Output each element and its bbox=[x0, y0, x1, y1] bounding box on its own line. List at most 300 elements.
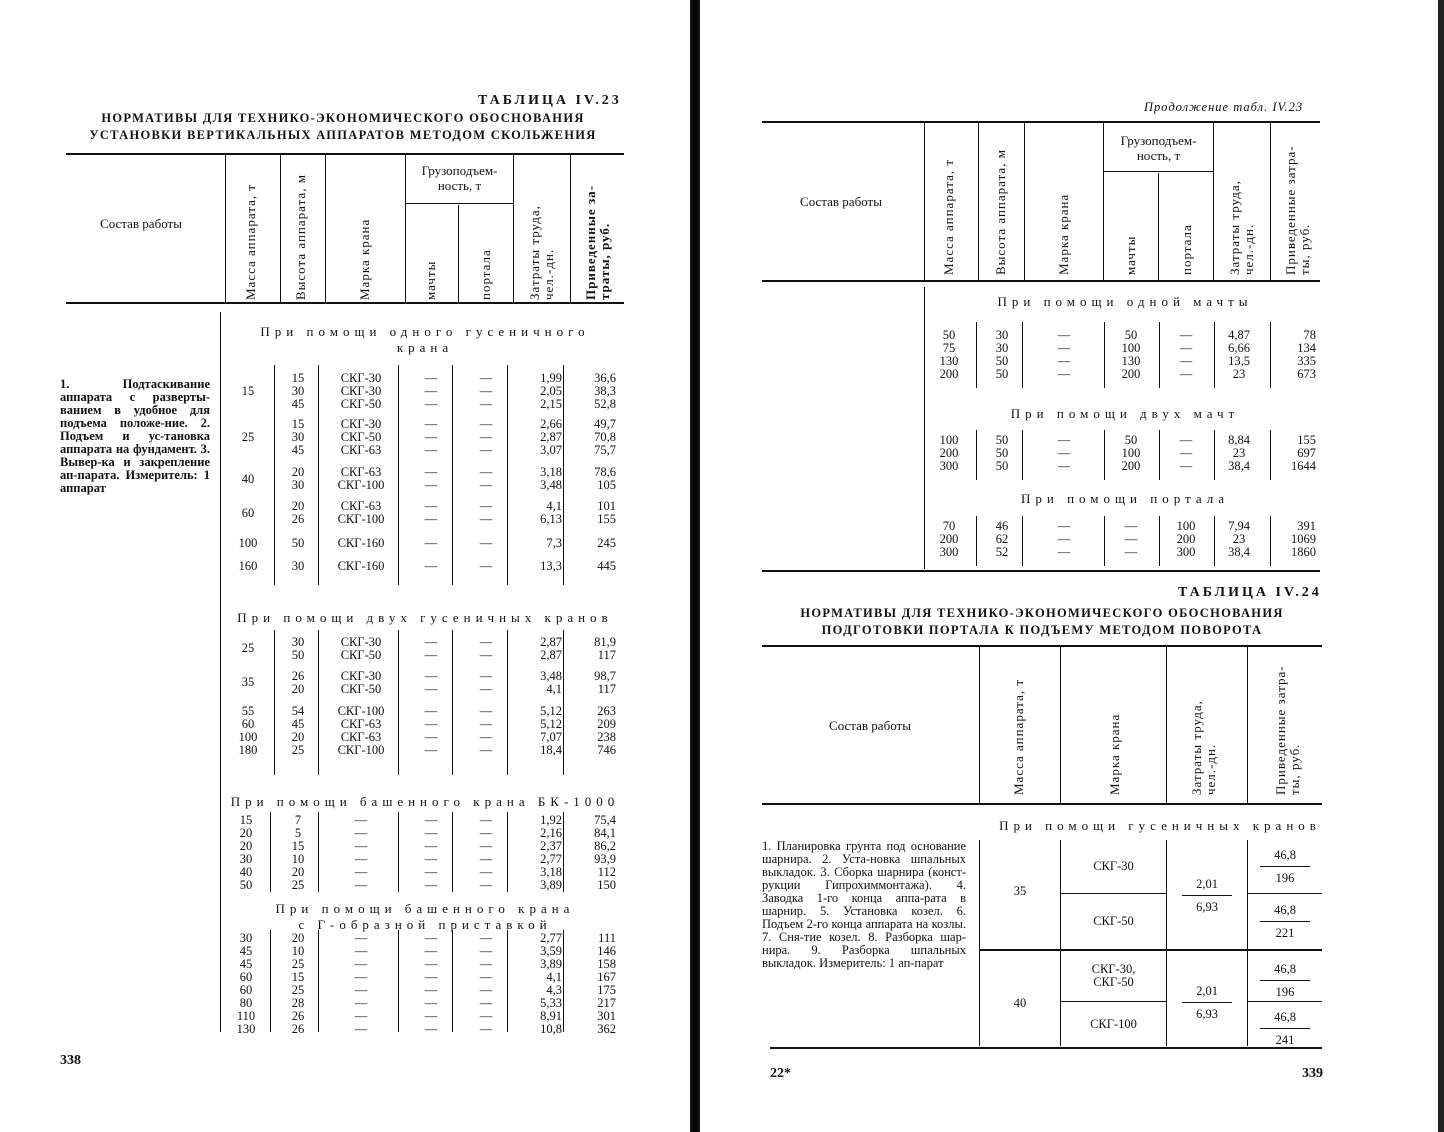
col-crane-cell: — bbox=[1057, 532, 1071, 546]
col-crane-cell: СКГ-50 bbox=[340, 397, 382, 411]
table-number: ТАБЛИЦА IV.23 bbox=[478, 93, 622, 108]
col-crane-cell: — bbox=[1057, 446, 1071, 460]
col-height bbox=[276, 372, 320, 411]
col-crane bbox=[322, 418, 400, 457]
col-portal-cell: — bbox=[479, 970, 493, 984]
cost-numerator: 46,8 bbox=[1260, 903, 1310, 922]
col-divider bbox=[1214, 430, 1215, 480]
cost-numerator: 46,8 bbox=[1260, 1010, 1310, 1029]
col-portal-cell: — bbox=[479, 536, 493, 550]
col-labor-cell: 7,94 bbox=[1228, 519, 1250, 533]
col-masts bbox=[1104, 329, 1158, 381]
col-height-cell: 50 bbox=[995, 459, 1009, 473]
col-cost-cell: 75,4 bbox=[594, 813, 616, 827]
col-divider bbox=[978, 122, 979, 280]
col-portal bbox=[460, 670, 512, 696]
col-height-cell: 15 bbox=[291, 417, 305, 431]
col-labor-cell: 2,87 bbox=[540, 430, 562, 444]
cell-mass: 35 bbox=[1013, 884, 1027, 898]
col-cost bbox=[570, 705, 616, 757]
col-crane bbox=[322, 500, 400, 526]
col-masts-cell: — bbox=[424, 417, 438, 431]
col-portal-cell: — bbox=[479, 1009, 493, 1023]
col-portal-cell: — bbox=[479, 865, 493, 879]
col-height bbox=[276, 537, 320, 550]
col-height-cell: 28 bbox=[291, 996, 305, 1010]
col-labor bbox=[512, 560, 562, 573]
col-portal-cell: — bbox=[479, 443, 493, 457]
col-cost-cell: 445 bbox=[597, 559, 616, 573]
cost-denominator: 221 bbox=[1275, 926, 1295, 940]
col-height-cell: 52 bbox=[995, 545, 1009, 559]
col-portal-cell: — bbox=[479, 1022, 493, 1036]
col-masts-cell: — bbox=[424, 465, 438, 479]
col-crane-cell: — bbox=[354, 957, 368, 971]
col-labor bbox=[512, 636, 562, 662]
col-portal bbox=[460, 418, 512, 457]
col-divider bbox=[1247, 646, 1248, 803]
col-mass bbox=[228, 932, 264, 1036]
col-labor-cell: 3,48 bbox=[540, 478, 562, 492]
cost-numerator: 46,8 bbox=[1260, 848, 1310, 867]
capacity-rule bbox=[406, 203, 513, 204]
col-masts-cell: — bbox=[424, 443, 438, 457]
col-labor-cell: 38,4 bbox=[1228, 459, 1250, 473]
col-divider bbox=[452, 930, 453, 1032]
col-portal-cell: 100 bbox=[1176, 519, 1196, 533]
col-mass-cell: 130 bbox=[939, 354, 959, 368]
col-cost-cell: 78 bbox=[1303, 328, 1316, 342]
col-divider bbox=[1247, 840, 1248, 1046]
header-cost: Приведенные за-траты, руб. bbox=[583, 184, 612, 300]
section-title: При помощи башенного крана БК-1000 bbox=[230, 794, 620, 809]
col-crane-cell: — bbox=[1057, 341, 1071, 355]
col-divider bbox=[507, 365, 508, 585]
col-divider bbox=[563, 812, 564, 892]
body-divider bbox=[220, 312, 221, 1032]
col-height-cell: 30 bbox=[291, 384, 305, 398]
col-divider bbox=[398, 930, 399, 1032]
col-cost-cell: 84,1 bbox=[594, 826, 616, 840]
col-masts-cell: — bbox=[424, 384, 438, 398]
col-divider bbox=[398, 630, 399, 775]
col-divider bbox=[318, 930, 319, 1032]
col-crane-cell: — bbox=[354, 1009, 368, 1023]
col-masts-cell: 50 bbox=[1124, 433, 1138, 447]
col-labor-cell: 23 bbox=[1232, 367, 1246, 381]
col-height-cell: 20 bbox=[291, 730, 305, 744]
header-labor: Затраты труда, чел.-дн. bbox=[1227, 180, 1256, 275]
section-title-line: При помощи башенного крана bbox=[275, 901, 575, 916]
col-portal-cell: — bbox=[479, 931, 493, 945]
col-crane-cell: СКГ-160 bbox=[337, 559, 385, 573]
cell-crane: СКГ-30, СКГ-50 bbox=[1091, 962, 1136, 989]
col-portal-cell: — bbox=[479, 682, 493, 696]
col-divider bbox=[1022, 322, 1023, 388]
col-masts-cell: — bbox=[424, 704, 438, 718]
header-capacity: Грузоподъем-ность, т bbox=[421, 163, 498, 193]
table-top-rule bbox=[66, 153, 624, 155]
col-masts-cell: — bbox=[424, 669, 438, 683]
col-labor-cell: 3,18 bbox=[540, 865, 562, 879]
col-cost-cell: 49,7 bbox=[594, 417, 616, 431]
col-portal bbox=[460, 560, 512, 573]
col-mass-cell: 130 bbox=[236, 1022, 256, 1036]
col-portal-cell: 300 bbox=[1176, 545, 1196, 559]
table-title-line: ПОДГОТОВКИ ПОРТАЛА К ПОДЪЕМУ МЕТОДОМ ПОВОРОТА bbox=[821, 623, 1263, 637]
col-portal-cell: — bbox=[479, 371, 493, 385]
col-masts-cell: — bbox=[424, 852, 438, 866]
cell-mass: 25 bbox=[241, 641, 255, 655]
col-crane-cell: — bbox=[1057, 354, 1071, 368]
header-mass: Масса аппарата, т bbox=[243, 183, 258, 300]
col-cost-cell: 1860 bbox=[1291, 545, 1316, 559]
col-cost-cell: 673 bbox=[1297, 367, 1316, 381]
col-crane-cell: СКГ-30 bbox=[340, 417, 382, 431]
col-portal-cell: — bbox=[479, 417, 493, 431]
col-crane-cell: — bbox=[354, 865, 368, 879]
col-divider bbox=[1270, 122, 1271, 280]
col-masts-cell: — bbox=[1124, 532, 1138, 546]
col-divider bbox=[1103, 122, 1104, 280]
col-mass-cell: 20 bbox=[239, 839, 253, 853]
col-mass-cell: 100 bbox=[939, 433, 959, 447]
header-masts: мачты bbox=[423, 260, 438, 300]
row-rule bbox=[1248, 893, 1322, 894]
col-height-cell: 25 bbox=[291, 957, 305, 971]
col-portal-cell: — bbox=[479, 648, 493, 662]
col-masts-cell: — bbox=[1124, 519, 1138, 533]
header-crane: Марка крана bbox=[1107, 713, 1122, 795]
col-portal bbox=[460, 705, 512, 757]
col-height-cell: 50 bbox=[291, 648, 305, 662]
col-masts-cell: — bbox=[424, 397, 438, 411]
col-labor-cell: 13,3 bbox=[540, 559, 562, 573]
col-divider bbox=[1270, 430, 1271, 480]
col-masts-cell: — bbox=[424, 743, 438, 757]
col-height bbox=[276, 932, 320, 1036]
col-crane bbox=[322, 705, 400, 757]
col-cost bbox=[570, 814, 616, 892]
col-cost-cell: 146 bbox=[597, 944, 616, 958]
col-masts bbox=[405, 500, 457, 526]
col-masts-cell: — bbox=[424, 944, 438, 958]
labor-denominator: 6,93 bbox=[1196, 1007, 1218, 1021]
col-portal-cell: — bbox=[479, 983, 493, 997]
col-divider bbox=[570, 154, 571, 302]
col-divider bbox=[976, 516, 977, 566]
col-labor-cell: 3,89 bbox=[540, 957, 562, 971]
cell-mass: 15 bbox=[241, 384, 255, 398]
col-crane-cell: — bbox=[1057, 367, 1071, 381]
cost-denominator: 196 bbox=[1275, 985, 1295, 999]
col-cost-cell: 81,9 bbox=[594, 635, 616, 649]
col-cost bbox=[570, 560, 616, 573]
header-bottom-rule bbox=[762, 280, 1320, 282]
cost-denominator: 241 bbox=[1275, 1033, 1295, 1047]
col-height bbox=[276, 636, 320, 662]
col-portal-cell: — bbox=[1179, 328, 1193, 342]
col-masts-cell: 200 bbox=[1121, 367, 1141, 381]
col-height-cell: 30 bbox=[995, 341, 1009, 355]
col-crane-cell: — bbox=[354, 813, 368, 827]
col-divider bbox=[976, 430, 977, 480]
col-height-cell: 5 bbox=[294, 826, 302, 840]
col-height-cell: 54 bbox=[291, 704, 305, 718]
col-height bbox=[276, 418, 320, 457]
col-divider bbox=[270, 930, 271, 1032]
col-crane bbox=[322, 560, 400, 573]
col-labor-cell: 23 bbox=[1232, 446, 1246, 460]
col-height-cell: 45 bbox=[291, 397, 305, 411]
row-rule bbox=[980, 949, 1322, 951]
page-number: 338 bbox=[60, 1053, 81, 1068]
col-height-cell: 10 bbox=[291, 944, 305, 958]
col-masts-cell: — bbox=[424, 1009, 438, 1023]
col-labor bbox=[512, 500, 562, 526]
col-mass bbox=[926, 434, 972, 473]
col-crane bbox=[322, 466, 400, 492]
col-divider bbox=[1166, 646, 1167, 803]
col-cost-cell: 158 bbox=[597, 957, 616, 971]
col-cost-cell: 391 bbox=[1297, 519, 1316, 533]
col-height bbox=[980, 329, 1024, 381]
col-divider bbox=[513, 154, 514, 302]
col-labor-cell: 4,3 bbox=[546, 983, 562, 997]
header-work: Состав работы bbox=[100, 216, 182, 231]
col-cost-cell: 105 bbox=[597, 478, 616, 492]
col-portal-cell: — bbox=[479, 478, 493, 492]
col-portal-cell: — bbox=[479, 730, 493, 744]
col-crane-cell: — bbox=[354, 1022, 368, 1036]
header-height: Высота аппарата, м bbox=[293, 174, 308, 300]
col-mass-cell: 15 bbox=[239, 813, 253, 827]
col-cost-cell: 155 bbox=[1297, 433, 1316, 447]
col-masts-cell: 130 bbox=[1121, 354, 1141, 368]
col-crane-cell: — bbox=[1057, 545, 1071, 559]
col-cost-cell: 301 bbox=[597, 1009, 616, 1023]
col-portal-cell: — bbox=[1179, 433, 1193, 447]
col-labor bbox=[1214, 520, 1264, 559]
col-crane bbox=[322, 670, 400, 696]
col-crane-cell: — bbox=[354, 944, 368, 958]
col-cost-cell: 1069 bbox=[1291, 532, 1316, 546]
col-masts-cell: — bbox=[424, 813, 438, 827]
col-masts-cell: — bbox=[424, 983, 438, 997]
col-labor-cell: 4,1 bbox=[546, 970, 562, 984]
cost-fraction bbox=[1260, 1010, 1310, 1048]
col-divider bbox=[398, 365, 399, 585]
header-cost: Приведенные затра-ты, руб. bbox=[1273, 665, 1302, 795]
col-crane-cell: — bbox=[354, 839, 368, 853]
col-labor bbox=[512, 418, 562, 457]
col-height-cell: 30 bbox=[995, 328, 1009, 342]
table-end-rule bbox=[762, 570, 1320, 572]
body-divider bbox=[924, 287, 925, 569]
table-title-line: НОРМАТИВЫ ДЛЯ ТЕХНИКО-ЭКОНОМИЧЕСКОГО ОБОСНОВАНИЯ bbox=[101, 111, 585, 125]
col-masts-cell: — bbox=[424, 730, 438, 744]
col-portal-cell: — bbox=[479, 704, 493, 718]
col-divider bbox=[507, 812, 508, 892]
col-labor-cell: 2,87 bbox=[540, 635, 562, 649]
row-rule bbox=[1248, 1001, 1322, 1002]
header-bottom-rule bbox=[66, 302, 624, 304]
col-crane-cell: — bbox=[1057, 433, 1071, 447]
col-masts-cell: — bbox=[424, 559, 438, 573]
col-cost bbox=[570, 466, 616, 492]
col-portal-cell: — bbox=[479, 813, 493, 827]
section-title-line: крана bbox=[396, 340, 454, 355]
section-title: При помощи двух мачт bbox=[1010, 406, 1240, 421]
col-crane bbox=[1025, 434, 1103, 473]
col-portal bbox=[460, 372, 512, 411]
col-mass-cell: 60 bbox=[239, 983, 253, 997]
section-title: При помощи портала bbox=[1020, 491, 1229, 506]
right-page bbox=[700, 0, 1444, 1132]
col-divider bbox=[1104, 430, 1105, 480]
col-mass bbox=[228, 814, 264, 892]
labor-denominator: 6,93 bbox=[1196, 900, 1218, 914]
col-labor-cell: 1,99 bbox=[540, 371, 562, 385]
col-masts bbox=[405, 418, 457, 457]
header-mass: Масса аппарата, т bbox=[941, 158, 956, 275]
col-portal-cell: — bbox=[479, 559, 493, 573]
col-height bbox=[276, 560, 320, 573]
col-labor-cell: 4,1 bbox=[546, 499, 562, 513]
table-title bbox=[60, 110, 626, 144]
col-masts-cell: — bbox=[424, 839, 438, 853]
col-labor-cell: 23 bbox=[1232, 532, 1246, 546]
col-mass-cell: 70 bbox=[942, 519, 956, 533]
table-title-line: УСТАНОВКИ ВЕРТИКАЛЬНЫХ АППАРАТОВ МЕТОДОМ СКОЛЬЖЕНИЯ bbox=[89, 128, 597, 142]
col-portal bbox=[460, 537, 512, 550]
header-crane: Марка крана bbox=[357, 218, 372, 300]
section-title-line: При помощи одного гусеничного bbox=[260, 324, 590, 339]
col-height-cell: 30 bbox=[291, 559, 305, 573]
cell-mass: 160 bbox=[238, 559, 258, 573]
col-crane bbox=[322, 814, 400, 892]
col-cost bbox=[570, 636, 616, 662]
col-labor-cell: 5,33 bbox=[540, 996, 562, 1010]
col-crane-cell: — bbox=[354, 983, 368, 997]
section-title: При помощи двух гусеничных кранов bbox=[237, 610, 613, 625]
col-divider bbox=[1214, 322, 1215, 388]
col-divider bbox=[1104, 516, 1105, 566]
col-height-cell: 50 bbox=[995, 367, 1009, 381]
col-divider bbox=[976, 322, 977, 388]
col-height-cell: 26 bbox=[291, 1009, 305, 1023]
cost-fraction bbox=[1260, 903, 1310, 941]
table-end-rule bbox=[770, 1047, 1322, 1049]
col-crane-cell: — bbox=[1057, 519, 1071, 533]
col-height bbox=[276, 466, 320, 492]
header-work: Состав работы bbox=[829, 718, 911, 733]
col-masts bbox=[1104, 434, 1158, 473]
col-masts bbox=[1104, 520, 1158, 559]
col-cost-cell: 117 bbox=[597, 648, 616, 662]
col-crane-cell: СКГ-63 bbox=[340, 499, 382, 513]
col-portal-cell: — bbox=[479, 878, 493, 892]
col-labor-cell: 2,15 bbox=[540, 397, 562, 411]
col-divider bbox=[1166, 840, 1167, 1046]
col-height-cell: 10 bbox=[291, 852, 305, 866]
col-portal-cell: — bbox=[479, 499, 493, 513]
col-labor-cell: 38,4 bbox=[1228, 545, 1250, 559]
col-masts-cell: — bbox=[424, 996, 438, 1010]
col-crane bbox=[322, 932, 400, 1036]
col-divider bbox=[1024, 122, 1025, 280]
col-divider bbox=[1159, 516, 1160, 566]
cost-numerator: 46,8 bbox=[1260, 962, 1310, 981]
left-page bbox=[0, 0, 692, 1132]
col-labor-cell: 6,13 bbox=[540, 512, 562, 526]
col-crane bbox=[322, 636, 400, 662]
section-title: При помощи одной мачты bbox=[997, 294, 1253, 309]
col-masts-cell: — bbox=[424, 1022, 438, 1036]
col-portal-cell: — bbox=[1179, 341, 1193, 355]
col-divider bbox=[1159, 322, 1160, 388]
work-description: 1. Планировка грунта под основание шарнира. 2. Уста-новка шпальных выкладок. 3. Сборка шарнира (конст-рукции Гипрохиммонтажа). 4. Заводка 1-го конца аппа-рата в шарнир. 5. Установка козел. 6. Подъем 2-го конца аппарата на козлы. 7. Сня-тие козел. 8. Разборка шар-нира. 9. Разборка шпальных выкладок. Измеритель: 1 ап-парат bbox=[762, 839, 966, 970]
col-height-cell: 26 bbox=[291, 512, 305, 526]
col-portal-cell: — bbox=[479, 717, 493, 731]
col-height-cell: 45 bbox=[291, 717, 305, 731]
col-cost-cell: 70,8 bbox=[594, 430, 616, 444]
col-height-cell: 25 bbox=[291, 983, 305, 997]
col-masts-cell: — bbox=[424, 970, 438, 984]
cell-mass: 40 bbox=[1013, 996, 1027, 1010]
col-labor-cell: 2,16 bbox=[540, 826, 562, 840]
row-rule bbox=[1061, 893, 1166, 894]
col-crane-cell: — bbox=[354, 996, 368, 1010]
col-labor-cell: 3,18 bbox=[540, 465, 562, 479]
cell-mass: 60 bbox=[241, 505, 255, 520]
col-labor bbox=[512, 814, 562, 892]
col-mass-cell: 300 bbox=[939, 459, 959, 473]
col-portal-cell: — bbox=[479, 512, 493, 526]
header-work: Состав работы bbox=[800, 194, 882, 209]
col-crane-cell: — bbox=[354, 970, 368, 984]
col-labor-cell: 2,77 bbox=[540, 931, 562, 945]
cell-mass: 25 bbox=[241, 430, 255, 444]
labor-numerator: 2,01 bbox=[1182, 877, 1232, 896]
col-masts-cell: — bbox=[424, 931, 438, 945]
col-masts-cell: — bbox=[424, 536, 438, 550]
col-masts-cell: — bbox=[424, 430, 438, 444]
col-masts-cell: — bbox=[424, 499, 438, 513]
col-divider bbox=[452, 630, 453, 775]
col-labor bbox=[512, 705, 562, 757]
col-portal-cell: — bbox=[479, 852, 493, 866]
col-cost-cell: 117 bbox=[597, 682, 616, 696]
col-portal bbox=[460, 636, 512, 662]
col-height bbox=[980, 520, 1024, 559]
col-crane-cell: СКГ-30 bbox=[340, 635, 382, 649]
header-masts: мачты bbox=[1123, 235, 1138, 275]
col-labor bbox=[512, 932, 562, 1036]
col-mass-cell: 300 bbox=[939, 545, 959, 559]
col-cost-cell: 93,9 bbox=[594, 852, 616, 866]
col-labor-cell: 4,87 bbox=[1228, 328, 1250, 342]
col-height-cell: 7 bbox=[294, 813, 302, 827]
col-masts-cell: — bbox=[424, 371, 438, 385]
cell-mass: 55 60 100 180 bbox=[238, 704, 258, 757]
col-portal bbox=[460, 500, 512, 526]
col-mass-cell: 75 bbox=[942, 341, 956, 355]
col-divider bbox=[924, 122, 925, 280]
col-crane-cell: — bbox=[1057, 459, 1071, 473]
col-portal-cell: — bbox=[1179, 354, 1193, 368]
cell-mass: 35 bbox=[241, 675, 255, 689]
